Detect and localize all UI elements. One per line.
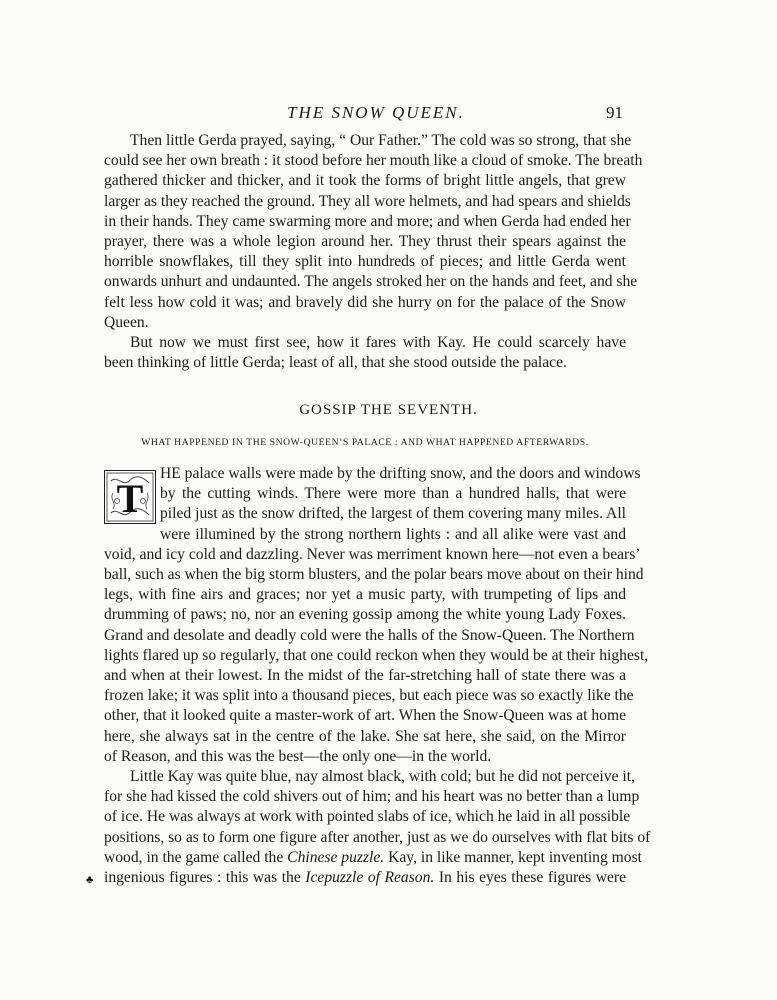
text-line: Little Kay was quite blue, nay almost black, with cold; but he did not perceive it, [130,768,635,786]
text-line: other, that it looked quite a master-work of art. When the Snow-Queen was at home [104,707,626,725]
text-line: But now we must first see, how it fares with Kay. He could scarcely have [130,334,626,352]
svg-text:T: T [116,476,144,521]
text-line: legs, with fine airs and graces; nor yet a music party, with trumpeting of lips and [104,586,626,604]
text-line [104,848,642,868]
italic-phrase: Icepuzzle of Reason. [305,869,435,887]
text-line: by the cutting winds. There were more than a hundred halls, that were [160,485,626,503]
text-line: and when at their lowest. In the midst of the far-stretching hall of state there was a [104,667,626,685]
text-line: HE palace walls were made by the drifting snow, and the doors and windows [160,465,641,482]
text-line: gathered thicker and thicker, and it took the forms of bright little angels, that grew [104,172,626,190]
page-header [0,103,777,127]
paragraph-gerda-prayer [104,131,643,373]
text-line: of Reason, and this was the best—the only one—in the world. [104,747,492,765]
text-line: Grand and desolate and deadly cold were the halls of the Snow-Queen. The Northern [104,626,635,644]
text-fragment: Kay, in like manner, kept inventing most [384,848,642,866]
running-title: THE SNOW QUEEN. [287,103,465,122]
printer-ornament-icon: ♣ [86,874,94,886]
text-line: were illumined by the strong northern lights : and all alike were vast and [160,525,626,543]
text-fragment: ingenious figures : this was the [104,869,306,887]
text-line [104,868,626,888]
text-line: of ice. He was always at work with pointed slabs of ice, which he laid in all possible [104,808,631,826]
text-line: ball, such as when the big storm blusters, and the polar bears move about on their hind [104,566,644,584]
text-line: frozen lake; it was split into a thousand pieces, but each piece was so exactly like the [104,687,634,705]
text-line: Then little Gerda prayed, saying, “ Our Father.” The cold was so strong, that she [130,132,632,149]
text-line: been thinking of little Gerda; least of all, that she stood outside the palace. [104,354,567,372]
text-line: prayer, there was a whole legion around her. They thrust their spears against the [104,233,626,251]
chapter-subheading: WHAT HAPPENED IN THE SNOW-QUEEN’S PALACE : AND WHAT HAPPENED AFTERWARDS. [141,437,589,448]
text-line: void, and icy cold and dazzling. Never was merriment known here—not even a bears’ [104,545,641,563]
text-line: felt less how cold it was; and bravely did she hurry on for the palace of the Snow [104,293,626,311]
text-line: larger as they reached the ground. They all wore helmets, and had spears and shields [104,192,631,210]
text-line: piled just as the snow drifted, the largest of them covering many miles. All [160,505,626,523]
text-line: lights flared up so regularly, that one could reckon when they would be at their highest, [104,646,649,664]
chapter-heading: GOSSIP THE SEVENTH. [299,402,478,418]
text-line: could see her own breath : it stood before her mouth like a cloud of smoke. The breath [104,152,643,170]
text-line: Queen. [104,313,149,331]
text-fragment: wood, in the game called the [104,848,288,866]
text-line: for she had kissed the cold shivers out of him; and his heart was no better than a lump [104,788,640,806]
text-line: horrible snowflakes, till they split into hundreds of pieces; and little Gerda went [104,253,626,271]
text-fragment: In his eyes these figures were [434,869,626,887]
text-line: drumming of paws; no, nor an evening gossip among the white young Lady Foxes. [104,606,626,624]
italic-phrase: Chinese puzzle. [287,848,385,866]
page-number: 91 [606,103,623,122]
text-line: in their hands. They came swarming more and more; and when Gerda had ended her [104,212,631,230]
text-line: here, she always sat in the centre of the lake. She sat here, she said, on the Mirror [104,727,626,745]
paragraph-palace [104,464,651,888]
text-line: positions, so as to form one figure after another, just as we do ourselves with flat bits of [104,828,651,846]
text-line: onwards unhurt and undaunted. The angels stroked her on the hands and feet, and she [104,273,638,291]
